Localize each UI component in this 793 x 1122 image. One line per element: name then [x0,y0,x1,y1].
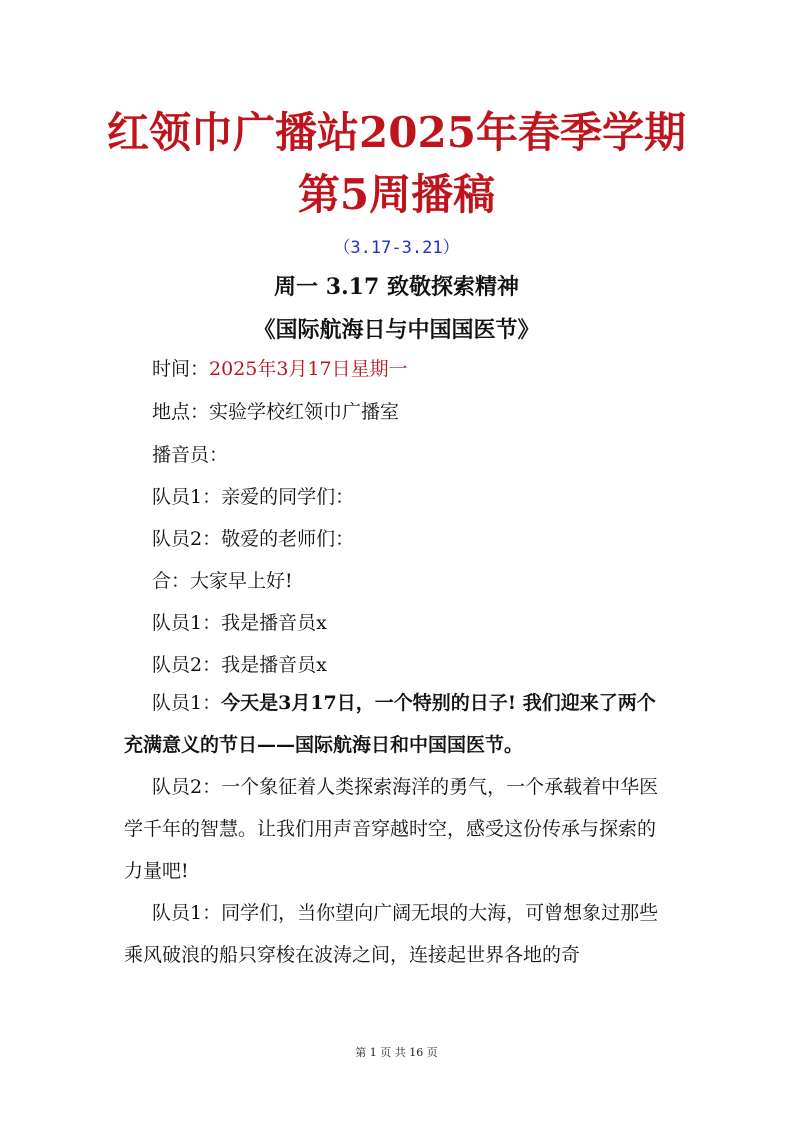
document-title-line2: 第5周播稿 [297,170,496,219]
paragraph-text: 同学们，当你望向广阔无垠的大海，可曾想象过那些乘风破浪的船只穿梭在波涛之间，连接起世界各地的奇 [124,902,659,966]
place-line: 地点：实验学校红领巾广播室 [152,401,400,423]
document-title-line1: 红领巾广播站2025年春季学期 [107,108,686,157]
announcer-line: 播音员： [152,444,229,466]
paragraph-3 [124,892,672,976]
dialogue-line: 队员1：亲爱的同学们： [152,486,355,508]
day-heading: 周一 3.17 致敬探索精神 [274,274,519,300]
paragraph-1 [124,682,672,766]
paragraph-speaker: 队员1： [152,692,222,714]
page-footer: 第 1 页 共 16 页 [355,1046,438,1059]
dialogue-line: 队员1：我是播音员x [152,612,327,634]
dialogue-line: 合：大家早上好! [152,570,293,592]
paragraph-text: 今天是3月17日，一个特别的日子! 我们迎来了两个充满意义的节日——国际航海日和中国国医节。 [124,692,656,756]
program-title: 《国际航海日与中国国医节》 [253,317,540,343]
paragraph-speaker: 队员2： [152,776,222,798]
dialogue-line: 队员2：我是播音员x [152,654,327,676]
date-range: （3.17-3.21） [333,238,460,258]
paragraph-2 [124,766,672,892]
dialogue-line: 队员2：敬爱的老师们： [152,528,355,550]
time-line [152,354,408,381]
time-label: 时间： [152,358,210,380]
paragraph-text: 一个象征着人类探索海洋的勇气，一个承载着中华医学千年的智慧。让我们用声音穿越时空，感受这份传承与探索的力量吧! [124,776,659,882]
time-value: 2025年3月17日星期一 [209,358,408,380]
paragraph-speaker: 队员1： [152,902,222,924]
